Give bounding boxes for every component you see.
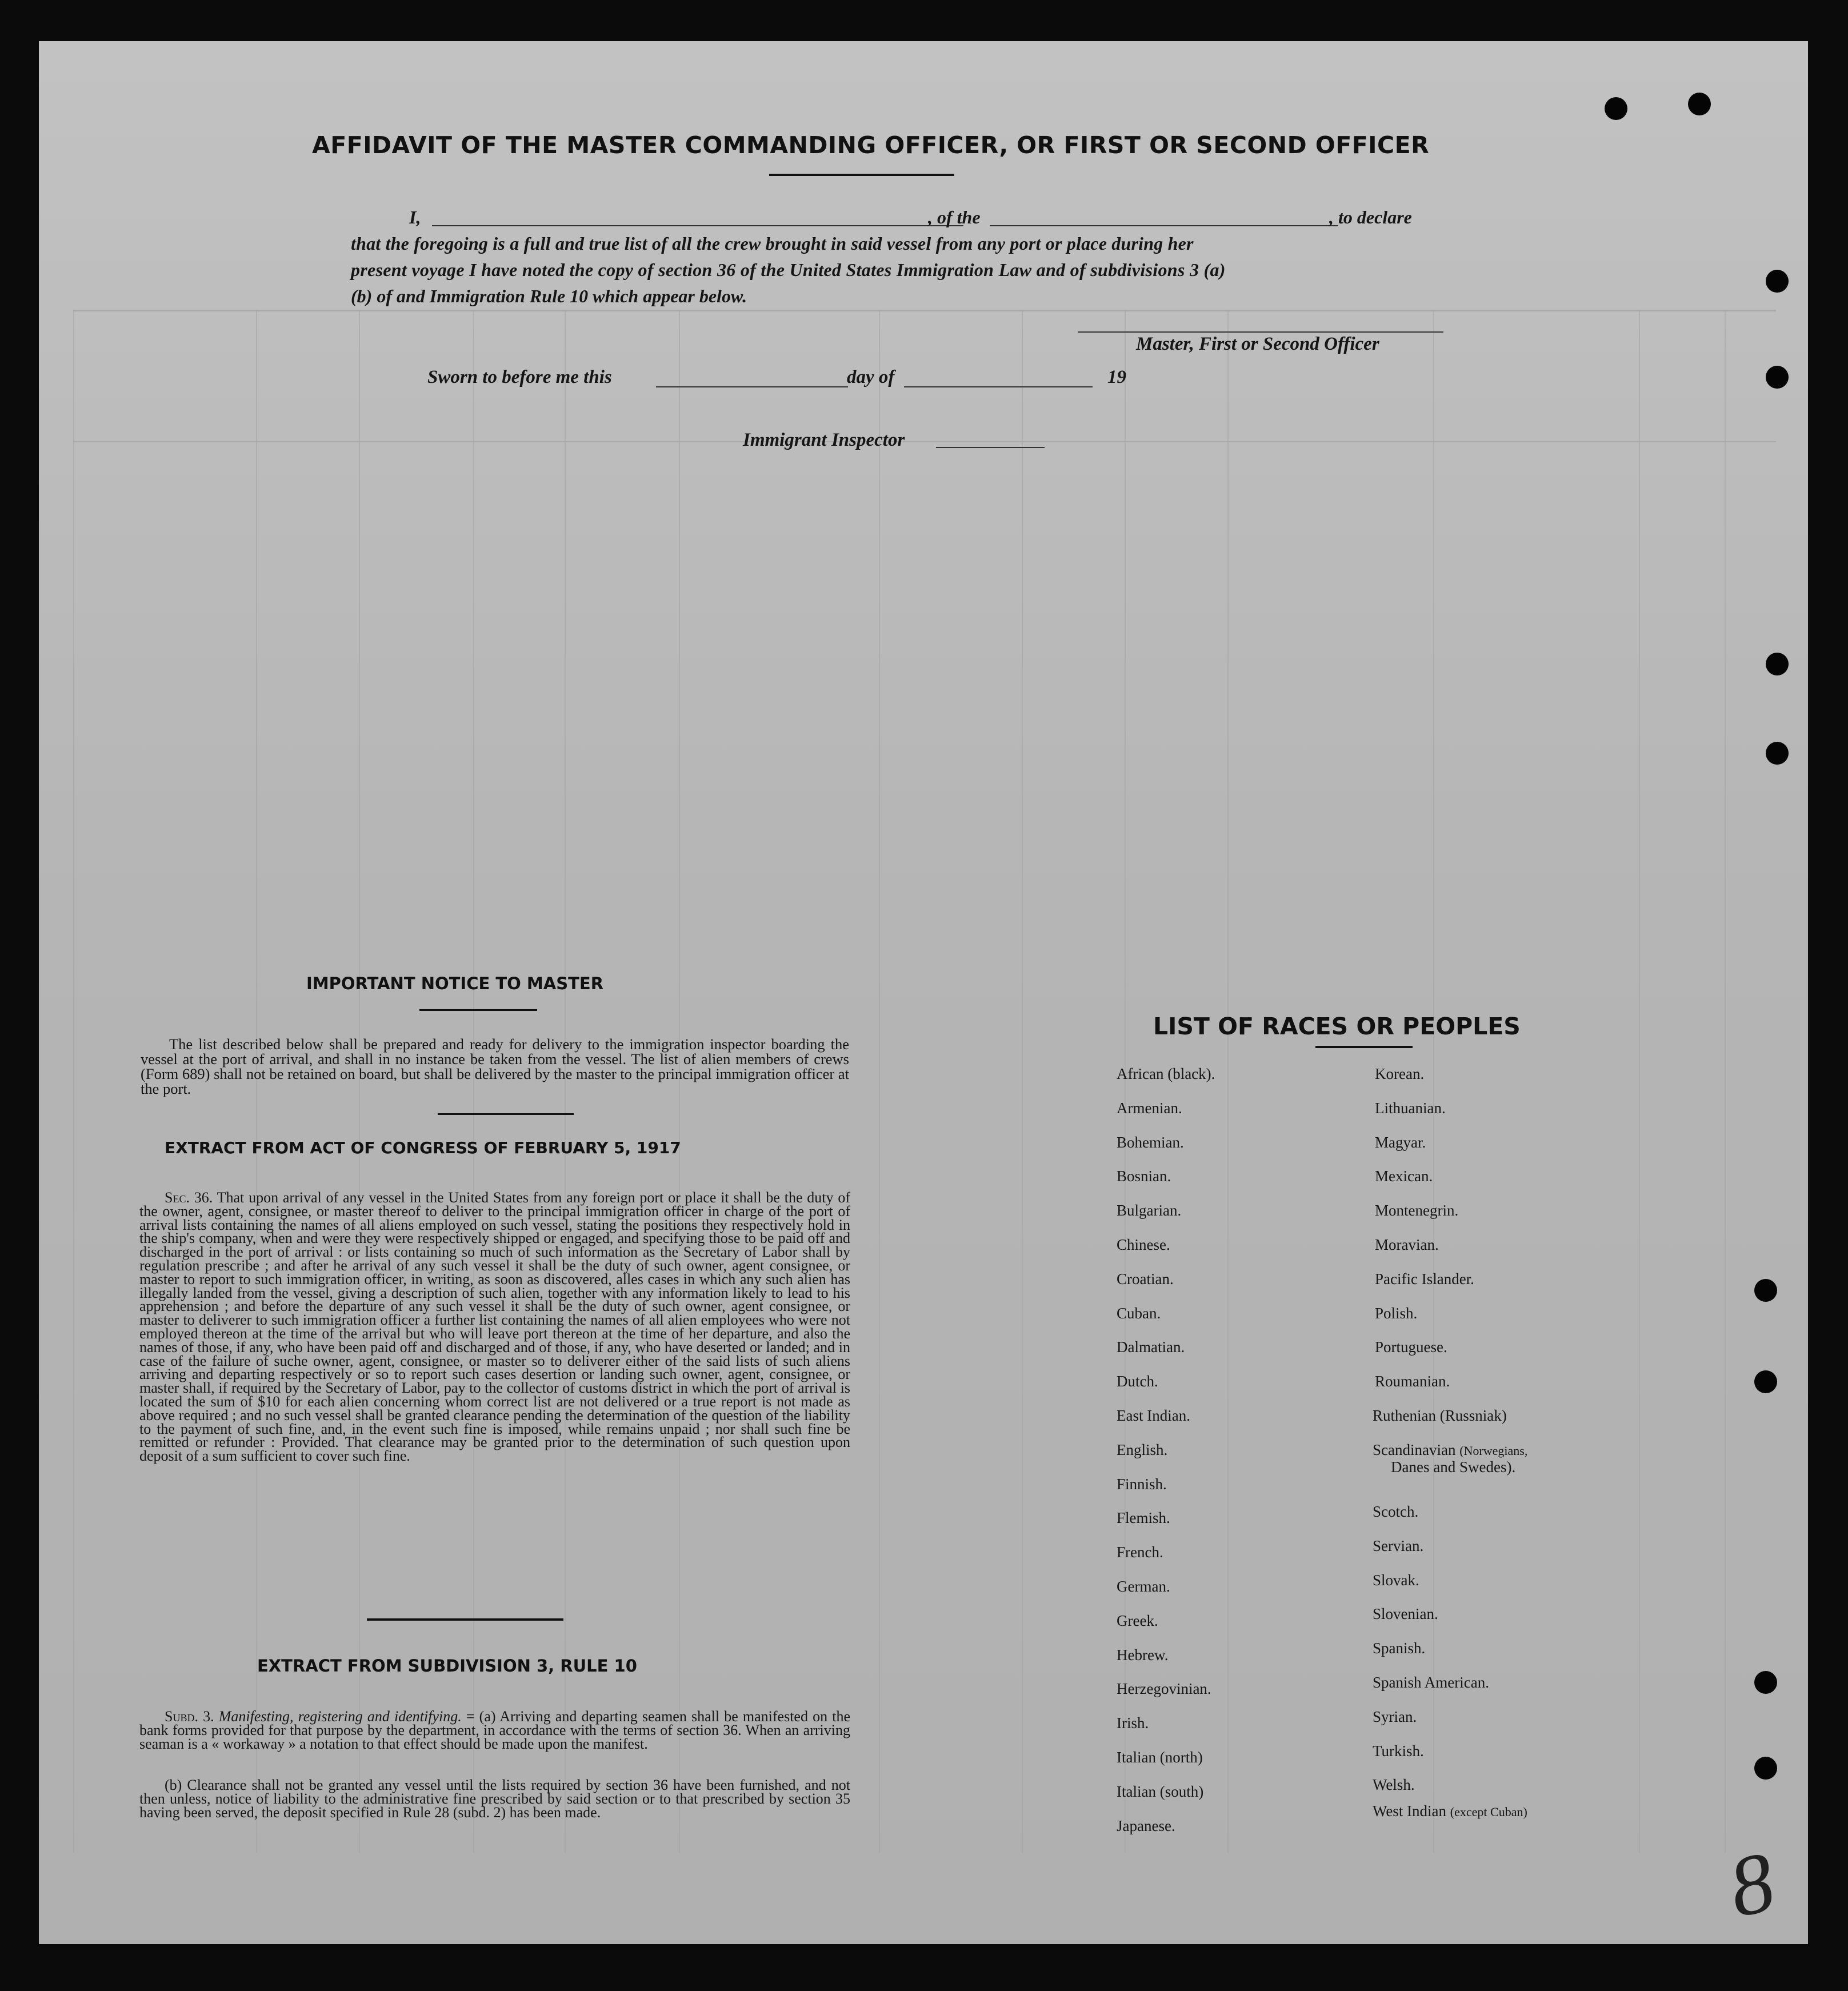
race-item: Polish. bbox=[1375, 1304, 1418, 1322]
rule-body-a: = (a) Arriving and departing seamen shall be manifested on the bank forms provided for that purpose by the department, in accordance with the terms of section 36. When an arriving seaman is a « workaway » a notation to that effect should be made upon the manifest. bbox=[139, 1708, 851, 1752]
ghost-table-top bbox=[73, 310, 1776, 311]
race-item: Spanish. bbox=[1373, 1640, 1426, 1657]
race-label: Ruthenian bbox=[1373, 1407, 1436, 1424]
race-item: Chinese. bbox=[1117, 1236, 1170, 1253]
race-item: Slovenian. bbox=[1373, 1605, 1438, 1623]
race-item: Dalmatian. bbox=[1117, 1338, 1185, 1356]
punch-hole bbox=[1688, 93, 1711, 115]
act-body: That upon arrival of any vessel in the United States from any foreign port or place it shall be the duty of the owner, agent, consignee, or master thereof to deliver to the principal immigration officer in charge of the port of arrival lists containing the names of all aliens employed on such vessel, stating the positions they respectively hold in the ship's company, when and were they were respectively shipped or engaged, and specifying those to be paid off and discharged in the port of arrival : or lists containing so much of such information as the Secretary of Labor shall by regulation prescribe ; and after he arrival of any such vessel it shall be the duty of such owner, agent consignee, or master to report to such immigration officer, in writing, as soon as discovered, alles cases in which any such alien has illegally landed from the vessel, giving a description of such alien, together with any information likely to lead to his apprehension ; and before the departure of any such vessel it shall be the duty of such owner, agent consignee, or master to deliverer to such immigration officer a further list containing the names of all alien employees who were not employed thereon at the time of the arrival but who will leave port thereon at the time of her departure, and also the names of those, if any, who have been paid off and discharged and of those, if any, who have deserted or landed; and in case of the failure of suche owner, agent, consignee, or master so to deliverer either of the said lists of such aliens arriving and departing respectively or so to report such cases desertion or landing such owner, agent, consignee, or master shall, if required by the Secretary of Labor, pay to the collector of customs district in which the port of arrival is located the sum of $10 for each alien concerning whom correct list are not delivered or a true report is not made as above required ; and no such vessel shall be granted clearance pending the determination of the question of the liability to the payment of such fine, and, in the event such fine is imposed, while remains unpaid ; nor shall such fine be remitted or refunder : Provided. That clearance may be granted prior to the determination of such question upon deposit of a sum sufficient to cover such fine. bbox=[139, 1189, 850, 1465]
affidavit-line-2: that the foregoing is a full and true list of all the crew brought in said vessel from any port or place during her bbox=[351, 233, 1194, 254]
race-item-scandinavian-cont: Danes and Swedes). bbox=[1391, 1458, 1516, 1476]
races-title-rule bbox=[1315, 1046, 1413, 1048]
race-item-west-indian bbox=[1373, 1802, 1527, 1820]
notice-title-rule bbox=[419, 1009, 537, 1011]
race-item: Moravian. bbox=[1375, 1236, 1439, 1253]
day-of-label: day of bbox=[847, 367, 895, 387]
affidavit-i: I, bbox=[409, 207, 421, 227]
race-item: Italian (south) bbox=[1117, 1782, 1204, 1800]
race-item: Irish. bbox=[1117, 1714, 1149, 1732]
race-item-ruthenian bbox=[1373, 1407, 1507, 1425]
ghost-table-header-rule bbox=[73, 441, 1776, 442]
punch-hole bbox=[1766, 742, 1789, 765]
race-item: Servian. bbox=[1373, 1537, 1424, 1554]
sworn-label: Sworn to before me this bbox=[427, 367, 612, 387]
sworn-day-field[interactable] bbox=[656, 386, 848, 387]
affidavit-line-4: (b) of and Immigration Rule 10 which appear below. bbox=[351, 286, 747, 306]
race-item: Dutch. bbox=[1117, 1373, 1158, 1390]
race-item: Welsh. bbox=[1373, 1776, 1415, 1794]
rule-text-b: (b) Clearance shall not be granted any vessel until the lists required by section 36 have been furnished, and not then unless, notice of liability to the administrative fine prescribed by said section or to that prescribed by section 35 having been served, the deposit specified in Rule 28 (subd. 2) has been made. bbox=[139, 1777, 850, 1821]
act-section: Sec. 36. bbox=[165, 1189, 213, 1206]
sworn-month-field[interactable] bbox=[904, 386, 1093, 387]
race-item: Slovak. bbox=[1373, 1571, 1419, 1589]
act-end-rule bbox=[367, 1618, 563, 1621]
race-item: Mexican. bbox=[1375, 1168, 1433, 1185]
punch-hole bbox=[1754, 1757, 1777, 1780]
act-text bbox=[139, 1191, 850, 1463]
vessel-name-field[interactable] bbox=[990, 225, 1338, 226]
race-item: African (black). bbox=[1117, 1065, 1215, 1082]
document-page bbox=[39, 41, 1808, 1944]
punch-hole bbox=[1766, 653, 1789, 675]
act-title: EXTRACT FROM ACT OF CONGRESS OF FEBRUARY 5, 1917 bbox=[165, 1138, 681, 1157]
notice-end-rule bbox=[438, 1113, 574, 1115]
affidavit-to-declare: , to declare bbox=[1329, 207, 1412, 227]
punch-hole bbox=[1754, 1671, 1777, 1694]
race-item: Greek. bbox=[1117, 1612, 1158, 1629]
rule-title: EXTRACT FROM SUBDIVISION 3, RULE 10 bbox=[257, 1656, 637, 1676]
year-prefix: 19 bbox=[1107, 367, 1126, 387]
notice-text: The list described below shall be prepared and ready for delivery to the immigration inspector boarding the vessel at the port of arrival, and shall in no instance be taken from the vessel. The list of alien members of crews (Form 689) shall not be retained on board, but shall be delivered by the master to the principal immigration officer at the port. bbox=[141, 1036, 849, 1097]
ghost-col bbox=[73, 310, 74, 1853]
punch-hole bbox=[1605, 97, 1627, 120]
race-item: Spanish American. bbox=[1373, 1674, 1489, 1691]
punch-hole bbox=[1766, 270, 1789, 293]
race-note: (Russniak) bbox=[1439, 1407, 1507, 1424]
affidavit-title: AFFIDAVIT OF THE MASTER COMMANDING OFFICER, OR FIRST OR SECOND OFFICER bbox=[312, 131, 1430, 159]
inspector-label: Immigrant Inspector bbox=[743, 430, 905, 450]
inspector-signature-field[interactable] bbox=[936, 447, 1045, 448]
rule-heading: Manifesting, registering and identifying. bbox=[218, 1708, 462, 1725]
race-item: Japanese. bbox=[1117, 1817, 1175, 1834]
race-item: Croatian. bbox=[1117, 1270, 1174, 1288]
race-item: Syrian. bbox=[1373, 1708, 1417, 1725]
rule-text-a bbox=[139, 1710, 850, 1751]
race-item: Scotch. bbox=[1373, 1503, 1419, 1520]
race-label: Scandinavian bbox=[1373, 1441, 1456, 1458]
ghost-col bbox=[1639, 310, 1640, 1853]
race-item: Korean. bbox=[1375, 1065, 1425, 1082]
race-item: Flemish. bbox=[1117, 1509, 1170, 1527]
notice-title: IMPORTANT NOTICE TO MASTER bbox=[306, 974, 604, 993]
ghost-col bbox=[879, 310, 880, 1853]
signature-label: Master, First or Second Officer bbox=[1136, 334, 1379, 354]
affidavit-line-3: present voyage I have noted the copy of section 36 of the United States Immigration Law and of subdivisions 3 (a) bbox=[351, 259, 1226, 280]
rule-subd: Subd. 3. bbox=[165, 1708, 214, 1725]
race-item-scandinavian bbox=[1373, 1441, 1527, 1459]
race-item: East Indian. bbox=[1117, 1407, 1190, 1424]
race-item: Pacific Islander. bbox=[1375, 1270, 1474, 1288]
race-item: Bohemian. bbox=[1117, 1133, 1184, 1151]
race-item: Finnish. bbox=[1117, 1475, 1167, 1493]
race-item: Hebrew. bbox=[1117, 1646, 1169, 1664]
ghost-col bbox=[1725, 310, 1726, 1853]
race-item: Bosnian. bbox=[1117, 1168, 1171, 1185]
race-item: Armenian. bbox=[1117, 1099, 1182, 1117]
races-title: LIST OF RACES OR PEOPLES bbox=[1153, 1013, 1521, 1040]
ghost-col bbox=[1022, 310, 1023, 1853]
race-item: English. bbox=[1117, 1441, 1168, 1458]
race-item: Portuguese. bbox=[1375, 1338, 1447, 1356]
affidavit-title-rule bbox=[769, 174, 954, 176]
punch-hole bbox=[1754, 1279, 1777, 1302]
race-item: Magyar. bbox=[1375, 1133, 1426, 1151]
master-signature-field[interactable] bbox=[1078, 331, 1443, 333]
race-note: (Norwegians, bbox=[1459, 1444, 1528, 1458]
ghost-col bbox=[1227, 310, 1229, 1853]
race-item: Bulgarian. bbox=[1117, 1202, 1182, 1220]
race-item: Roumanian. bbox=[1375, 1373, 1450, 1390]
punch-hole bbox=[1754, 1370, 1777, 1393]
race-item: Italian (north) bbox=[1117, 1749, 1203, 1766]
affidavit-of-the: , of the bbox=[928, 207, 981, 227]
affiant-name-field[interactable] bbox=[432, 225, 963, 226]
race-item: Turkish. bbox=[1373, 1742, 1424, 1760]
punch-hole bbox=[1766, 366, 1789, 389]
race-item: French. bbox=[1117, 1544, 1163, 1561]
race-item: Montenegrin. bbox=[1375, 1202, 1459, 1220]
race-item: Lithuanian. bbox=[1375, 1099, 1446, 1117]
race-item: Cuban. bbox=[1117, 1304, 1161, 1322]
race-item: German. bbox=[1117, 1578, 1170, 1595]
handwritten-page-mark: 8 bbox=[1721, 1834, 1783, 1936]
race-note: (except Cuban) bbox=[1450, 1805, 1527, 1819]
race-item: Herzegovinian. bbox=[1117, 1680, 1211, 1698]
race-label: West Indian bbox=[1373, 1802, 1447, 1820]
